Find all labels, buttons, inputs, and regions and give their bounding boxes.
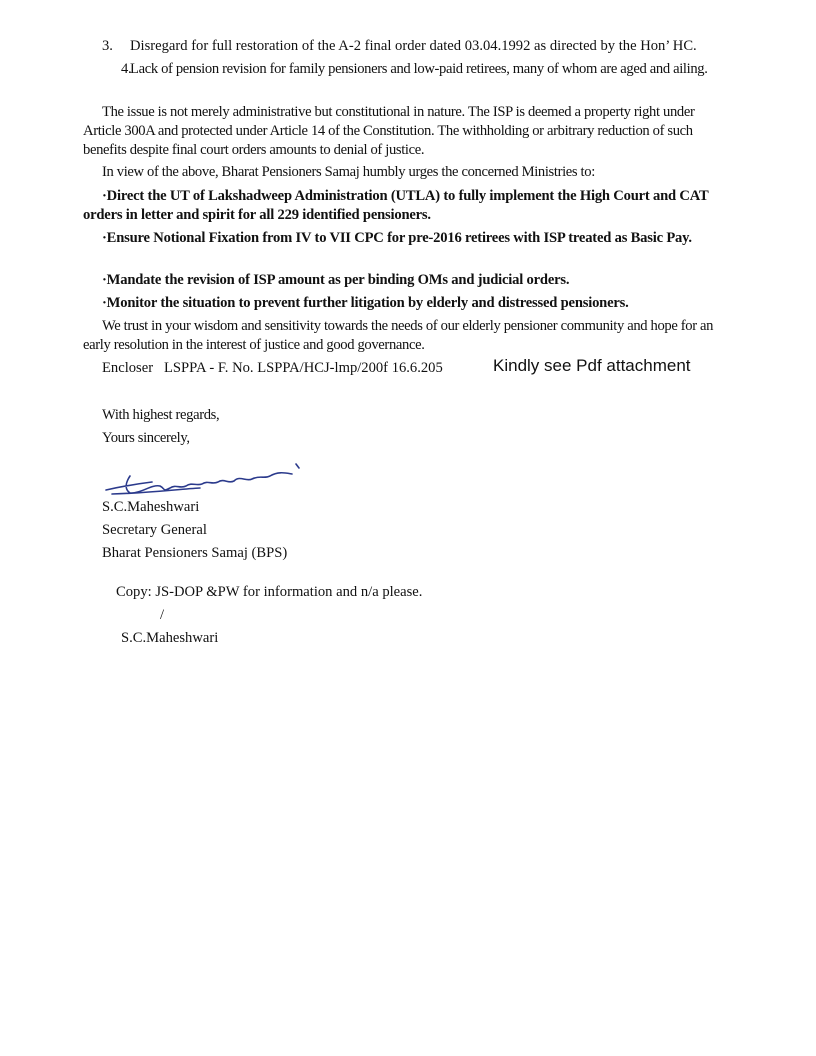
attachment-note: Kindly see Pdf attachment (493, 356, 691, 375)
paragraph-trust: We trust in your wisdom and sensitivity towards the needs of our elderly pensioner community and hope for an early resolution in the interest of justice and good governance. (83, 318, 714, 353)
point-3: 3. Disregard for full restoration of the A-2 final order dated 03.04.1992 as directed by the Hon’ HC. (102, 38, 697, 54)
demand-item: ·Ensure Notional Fixation from IV to VII CPC for pre-2016 retirees with ISP treated as Basic Pay. (102, 230, 692, 246)
copy-signatory-name: S.C.Maheshwari (121, 630, 219, 646)
copy-line: Copy: JS-DOP &PW for information and n/a please. (116, 584, 423, 600)
enclosure-label: Encloser (102, 360, 154, 376)
closing-regards: With highest regards, (102, 407, 220, 423)
point-4: 4.Lack of pension revision for family pensioners and low-paid retirees, many of whom are aged and ailing. (121, 61, 708, 77)
paragraph-issue: The issue is not merely administrative but constitutional in nature. The ISP is deemed a property right under Article 300A and protected under Article 14 of the Constitution. The withholding or arbitrary reduction of such benefits despite final court orders amounts to denial of justice. (83, 104, 695, 158)
signatory-name: S.C.Maheshwari (102, 499, 200, 515)
demand-item: ·Monitor the situation to prevent further litigation by elderly and distressed pensioners. (102, 295, 629, 311)
demand-item: ·Direct the UT of Lakshadweep Administration (UTLA) to fully implement the High Court and CAT orders in letter and spirit for all 229 identified pensioners. (83, 188, 709, 223)
signatory-org: Bharat Pensioners Samaj (BPS) (102, 545, 288, 561)
enclosure-line (102, 359, 443, 378)
closing-sincerely: Yours sincerely, (102, 430, 190, 446)
signatory-title: Secretary General (102, 522, 207, 538)
enclosure-ref: LSPPA - F. No. LSPPA/HCJ-lmp/200f 16.6.205 (164, 360, 443, 376)
signature-image (100, 458, 310, 502)
copy-slash: / (160, 607, 165, 623)
paragraph-urge: In view of the above, Bharat Pensioners Samaj humbly urges the concerned Ministries to: (102, 164, 595, 180)
demand-item: ·Mandate the revision of ISP amount as per binding OMs and judicial orders. (102, 272, 570, 288)
